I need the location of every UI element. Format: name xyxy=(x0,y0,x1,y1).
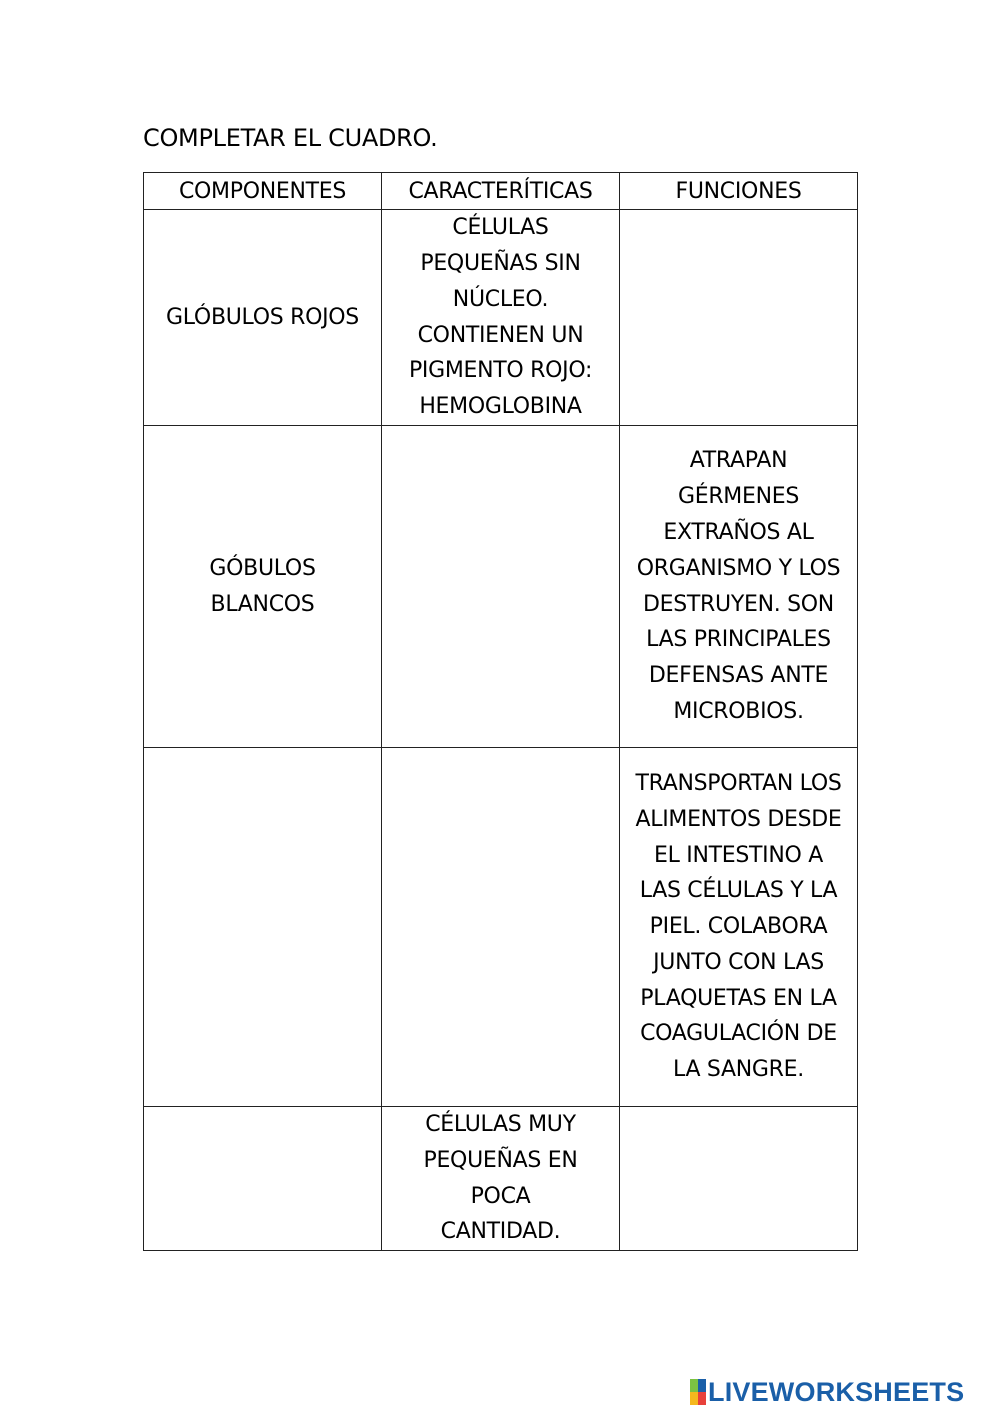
cell-componente xyxy=(144,426,382,748)
cell-caracteristicas-text: CÉLULAS PEQUEÑAS SIN NÚCLEO. CONTIENEN UN PIGMENTO ROJO: HEMOGLOBINA xyxy=(408,215,593,420)
cell-caracteristicas-blank[interactable] xyxy=(382,426,620,748)
cell-funciones-text: TRANSPORTAN LOS ALIMENTOS DESDE EL INTESTINO A LAS CÉLULAS Y LA PIEL. COLABORA JUNTO CON LAS PLAQUETAS EN LA COAGULACIÓN DE LA SANGRE. xyxy=(635,770,842,1083)
page-title: COMPLETAR EL CUADRO. xyxy=(143,124,438,152)
header-caracteristicas: CARACTERÍTICAS xyxy=(382,173,620,210)
cell-componente xyxy=(144,210,382,426)
cell-funciones xyxy=(620,426,858,748)
cell-componente-text: GLÓBULOS ROJOS xyxy=(166,304,359,330)
cell-funciones xyxy=(620,748,858,1107)
cell-caracteristicas xyxy=(382,210,620,426)
cell-caracteristicas-text: CÉLULAS MUY PEQUEÑAS EN POCA CANTIDAD. xyxy=(423,1112,578,1245)
cell-componente-text: GÓBULOS BLANCOS xyxy=(209,555,316,617)
cell-componente-blank[interactable] xyxy=(144,748,382,1107)
table-header-row xyxy=(144,173,858,210)
table-row-plaquetas xyxy=(144,1107,858,1251)
table-row-plasma xyxy=(144,748,858,1107)
cell-funciones-text: ATRAPAN GÉRMENES EXTRAÑOS AL ORGANISMO Y LOS DESTRUYEN. SON LAS PRINCIPALES DEFENSAS ANTE MICROBIOS. xyxy=(636,448,841,724)
blood-components-table xyxy=(143,172,858,1251)
cell-funciones-blank[interactable] xyxy=(620,1107,858,1251)
cell-componente-blank[interactable] xyxy=(144,1107,382,1251)
cell-funciones-blank[interactable] xyxy=(620,210,858,426)
cell-caracteristicas-blank[interactable] xyxy=(382,748,620,1107)
liveworksheets-logo-icon xyxy=(690,1379,706,1405)
header-funciones: FUNCIONES xyxy=(620,173,858,210)
header-componentes: COMPONENTES xyxy=(144,173,382,210)
table-row-globulos-rojos xyxy=(144,210,858,426)
logo-text: LIVEWORKSHEETS xyxy=(708,1376,965,1407)
cell-caracteristicas xyxy=(382,1107,620,1251)
table-row-globulos-blancos xyxy=(144,426,858,748)
liveworksheets-logo xyxy=(690,1375,964,1409)
